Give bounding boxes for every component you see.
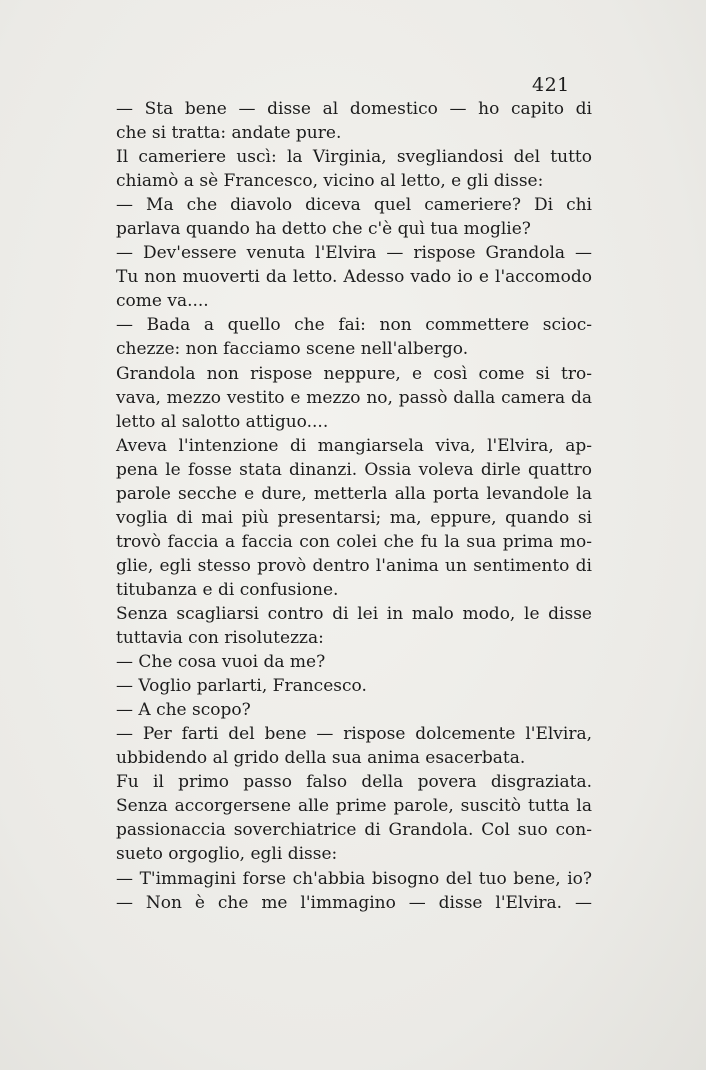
text-line: ubbidendo al grido della sua anima esacerbata. [116,748,526,769]
text-line: trovò faccia a faccia con colei che fu la sua prima mo- [116,531,592,552]
text-line: — A che scopo? [116,700,251,721]
text-line: parole secche e dure, metterla alla porta levandole la [116,483,592,504]
text-line: Senza accorgersene alle prime parole, suscitò tutta la [116,796,592,817]
text-line: — Dev'essere venuta l'Elvira — rispose Grandola — [116,243,592,264]
text-line: come va.... [116,291,209,312]
text-line: chezze: non facciamo scene nell'albergo. [116,339,469,360]
text-line: glie, egli stesso provò dentro l'anima un sentimento di [116,555,592,576]
body-text [116,97,592,915]
text-line: — Per farti del bene — rispose dolcemente l'Elvira, [116,724,592,745]
text-line: passionaccia soverchiatrice di Grandola. Col suo con- [116,820,592,841]
text-line: Senza scagliarsi contro di lei in malo modo, le disse [116,603,592,624]
text-line: Aveva l'intenzione di mangiarsela viva, l'Elvira, ap- [116,435,592,456]
text-line: sueto orgoglio, egli disse: [116,844,338,865]
text-line: Il cameriere uscì: la Virginia, svegliandosi del tutto [116,147,592,168]
text-line: — Sta bene — disse al domestico — ho capito di [116,99,592,119]
text-line: — Non è che me l'immagino — disse l'Elvira. — [116,892,592,913]
text-line: — Che cosa vuoi da me? [116,652,326,673]
page-number: 421 [532,74,570,96]
text-line: — Bada a quello che fai: non commettere scioc- [116,315,592,336]
text-line: — Ma che diavolo diceva quel cameriere? Di chi [116,195,592,216]
text-line: che si tratta: andate pure. [116,123,342,144]
text-line: pena le fosse stata dinanzi. Ossia voleva dirle quattro [116,459,592,480]
text-line: titubanza e di confusione. [116,579,339,600]
text-line: letto al salotto attiguo.... [116,411,329,432]
text-line: Tu non muoverti da letto. Adesso vado io e l'accomodo [116,267,592,288]
text-line: chiamò a sè Francesco, vicino al letto, e gli disse: [116,171,544,192]
text-line: voglia di mai più presentarsi; ma, eppure, quando si [116,507,592,528]
text-line: vava, mezzo vestito e mezzo no, passò dalla camera da [116,387,592,408]
text-line: Fu il primo passo falso della povera disgraziata. [116,772,592,793]
text-line: tuttavia con risolutezza: [116,628,324,649]
text-line: — T'immagini forse ch'abbia bisogno del tuo bene, io? [116,868,592,889]
text-line: — Voglio parlarti, Francesco. [116,676,367,697]
text-line: parlava quando ha detto che c'è quì tua moglie? [116,219,531,240]
text-line: Grandola non rispose neppure, e così come si tro- [116,363,592,384]
